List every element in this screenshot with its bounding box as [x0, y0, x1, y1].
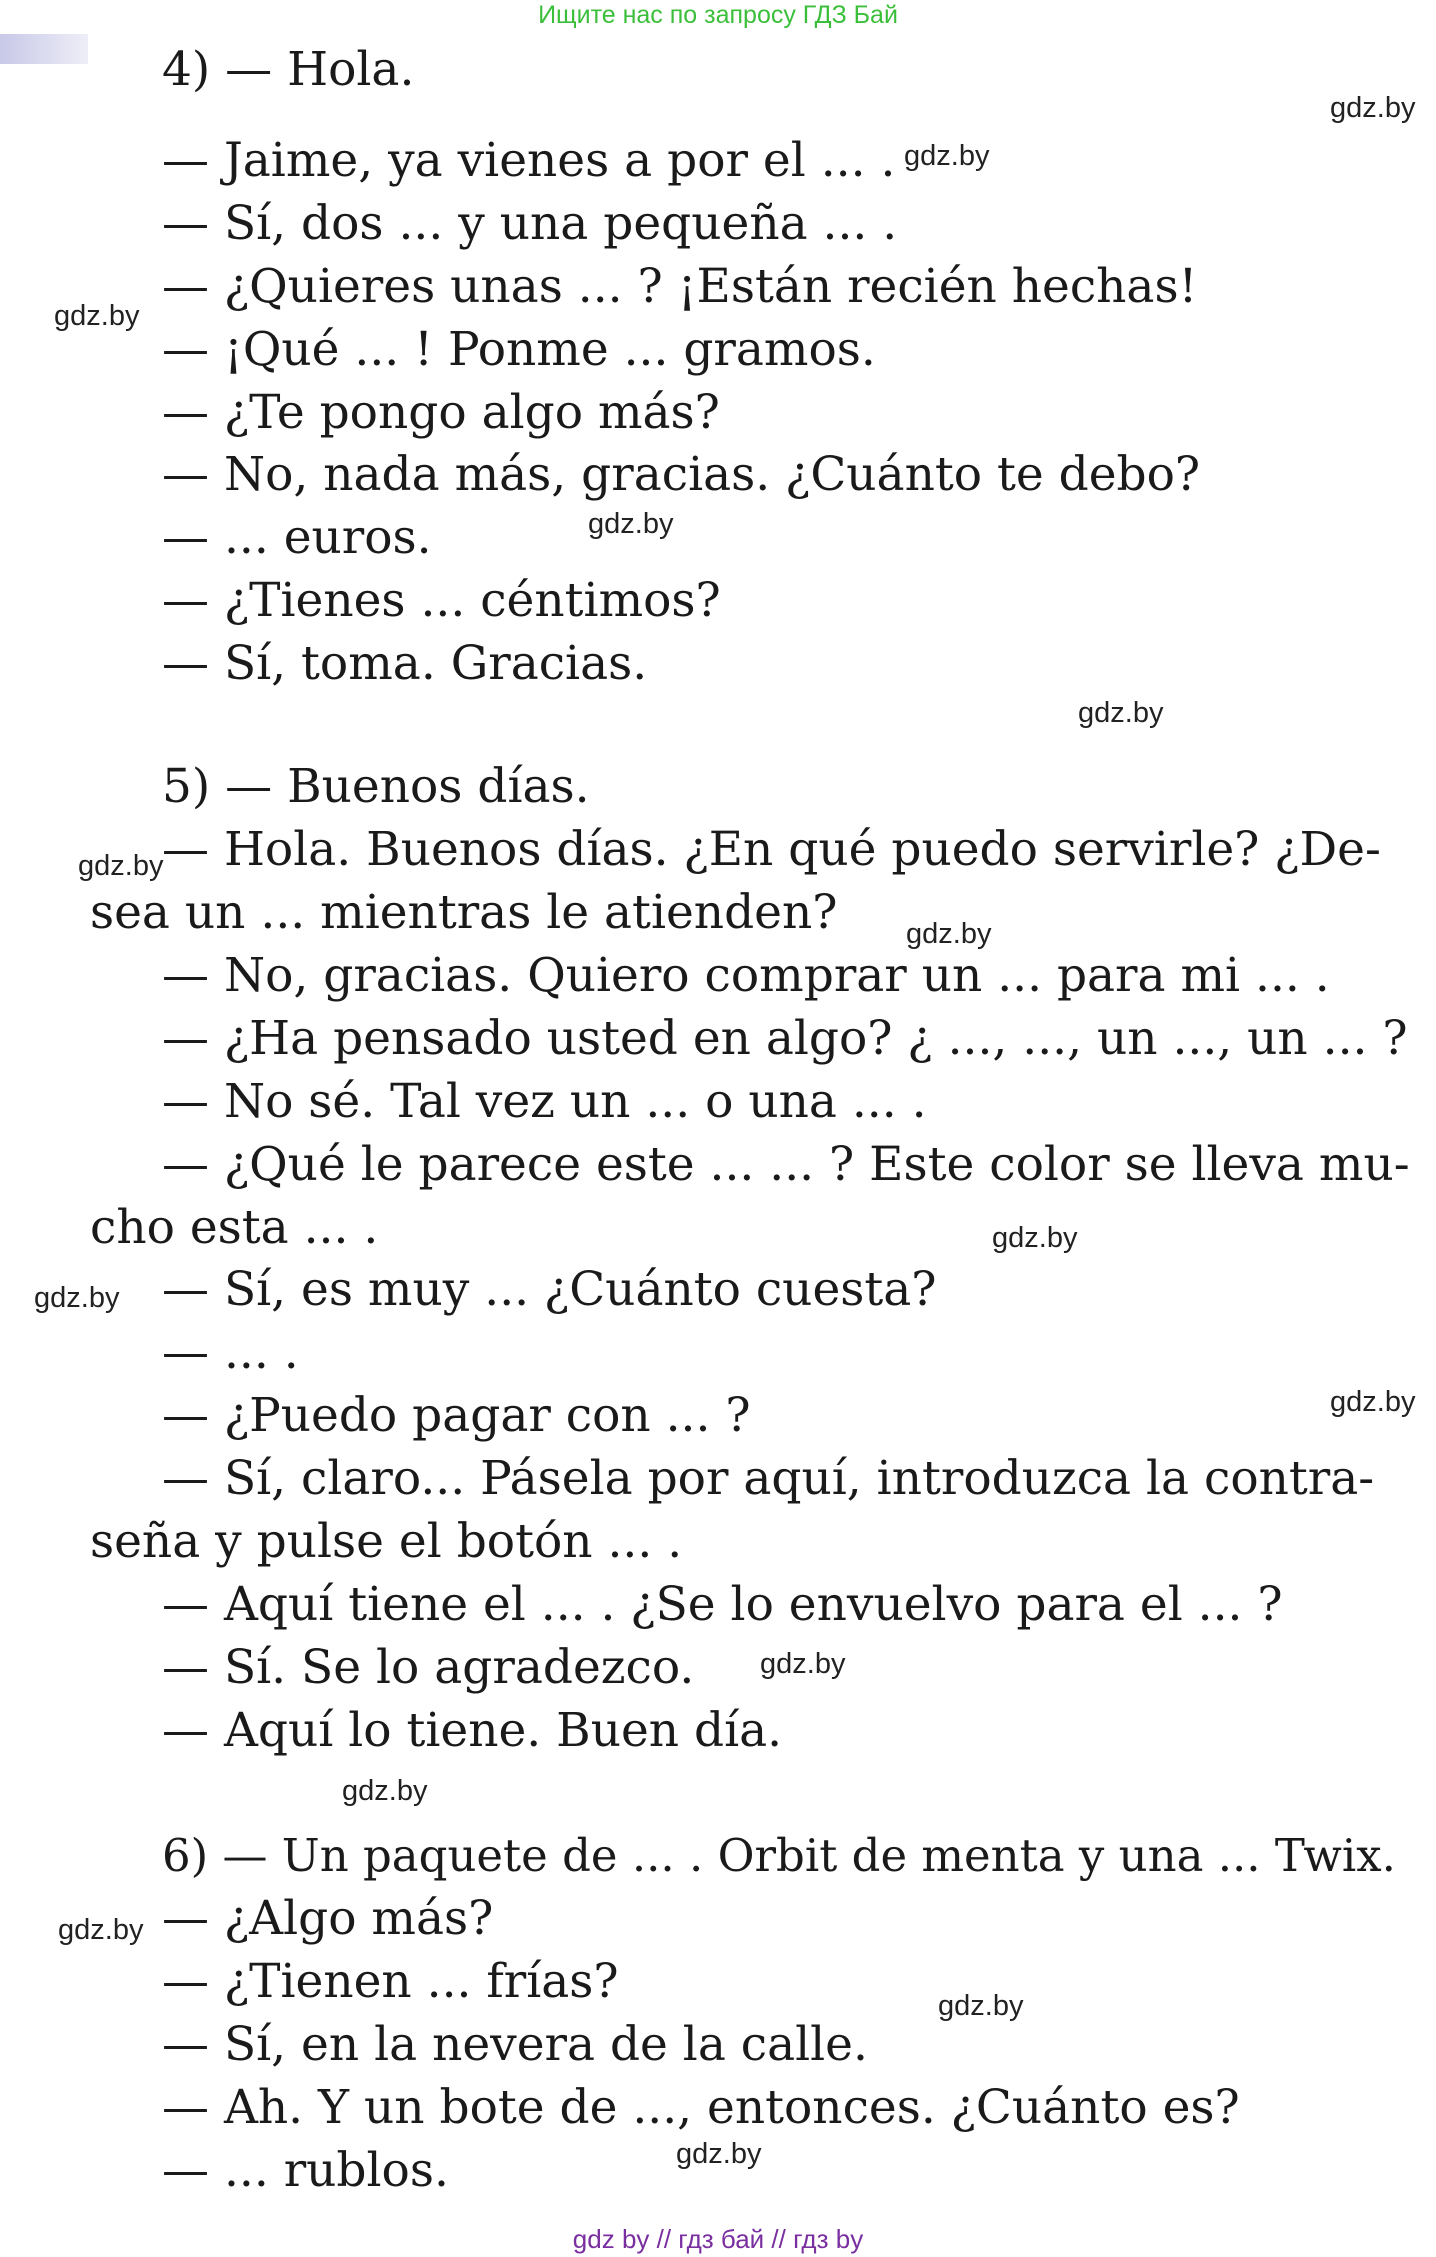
dialogue-6-line: — ... rublos.: [162, 2143, 449, 2198]
dialogue-5-line: — ¿Ha pensado usted en algo? ¿ ..., ..., un ..., un ... ?: [162, 1011, 1408, 1066]
dialogue-4-line: — No, nada más, gracias. ¿Cuánto te debo?: [162, 447, 1201, 502]
dialogue-5-line: — No sé. Tal vez un ... o una ... .: [162, 1074, 927, 1129]
dialogue-4-line: — Sí, dos ... y una pequeña ... .: [162, 196, 898, 251]
dialogue-5-line: — Sí. Se lo agradezco.: [162, 1640, 695, 1695]
dialogue-4-line: — Sí, toma. Gracias.: [162, 636, 648, 691]
dialogue-5-line: sea un ... mientras le atienden?: [90, 885, 838, 940]
dialogue-5-line: cho esta ... .: [90, 1200, 379, 1255]
dialogue-6-line: — ¿Algo más?: [162, 1891, 494, 1946]
watermark: gdz.by: [1078, 697, 1164, 729]
dialogue-5-line: — No, gracias. Quiero comprar un ... para mi ... .: [162, 948, 1330, 1003]
watermark: gdz.by: [760, 1648, 846, 1680]
dialogue-5-line: — Sí, claro... Pásela por aquí, introduzca la contra-: [162, 1451, 1375, 1506]
dialogue-4-line: — ¿Quieres unas ... ? ¡Están recién hechas!: [162, 259, 1198, 314]
watermark: gdz.by: [58, 1914, 144, 1946]
dialogue-5-line: — ¿Puedo pagar con ... ?: [162, 1388, 751, 1443]
dialogue-5-line: — Aquí lo tiene. Buen día.: [162, 1703, 783, 1758]
watermark: gdz.by: [1330, 1386, 1416, 1418]
header-search-link[interactable]: Ищите нас по запросу ГДЗ Бай: [538, 1, 898, 29]
watermark: gdz.by: [906, 918, 992, 950]
watermark: gdz.by: [992, 1222, 1078, 1254]
watermark: gdz.by: [34, 1282, 120, 1314]
dialogue-4-line: 4) — Hola.: [162, 42, 415, 97]
dialogue-5-line: — Aquí tiene el ... . ¿Se lo envuelvo para el ... ?: [162, 1577, 1283, 1632]
watermark: gdz.by: [1330, 92, 1416, 124]
dialogue-6-line: — ¿Tienen ... frías?: [162, 1954, 619, 2009]
watermark: gdz.by: [78, 850, 164, 882]
dialogue-4-line: — Jaime, ya vienes a por el ... .: [162, 133, 896, 188]
dialogue-5-line: seña y pulse el botón ... .: [90, 1514, 683, 1569]
dialogue-5-line: — ¿Qué le parece este ... ... ? Este color se lleva mu-: [162, 1137, 1410, 1192]
dialogue-5-line: 5) — Buenos días.: [162, 759, 590, 814]
watermark: gdz.by: [342, 1775, 428, 1807]
dialogue-6-line: 6) — Un paquete de ... . Orbit de menta y una ... Twix.: [162, 1829, 1396, 1882]
dialogue-5-line: — Hola. Buenos días. ¿En qué puedo servirle? ¿De-: [162, 822, 1381, 877]
watermark: gdz.by: [588, 508, 674, 540]
dialogue-4-line: — ... euros.: [162, 510, 432, 565]
dialogue-5-line: — ... .: [162, 1325, 299, 1380]
footer-links[interactable]: gdz by // гдз бай // гдз by: [572, 2224, 864, 2254]
corner-decoration: [0, 34, 88, 64]
dialogue-6-line: — Ah. Y un bote de ..., entonces. ¿Cuánto es?: [162, 2080, 1240, 2135]
watermark: gdz.by: [54, 300, 140, 332]
dialogue-4-line: — ¡Qué ... ! Ponme ... gramos.: [162, 322, 876, 377]
dialogue-4-line: — ¿Tienes ... céntimos?: [162, 573, 721, 628]
watermark: gdz.by: [938, 1990, 1024, 2022]
watermark: gdz.by: [904, 140, 990, 172]
dialogue-5-line: — Sí, es muy ... ¿Cuánto cuesta?: [162, 1262, 937, 1317]
dialogue-4-line: — ¿Te pongo algo más?: [162, 385, 720, 440]
dialogue-6-line: — Sí, en la nevera de la calle.: [162, 2017, 868, 2072]
watermark: gdz.by: [676, 2138, 762, 2170]
